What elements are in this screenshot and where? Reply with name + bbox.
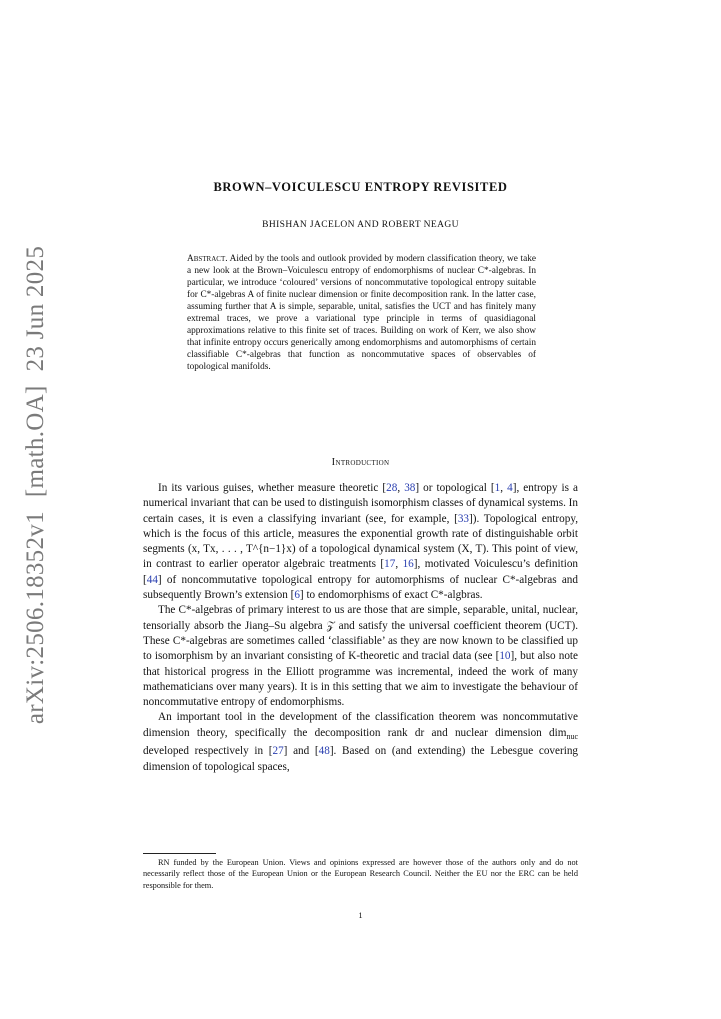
page-number: 1 [358, 910, 363, 920]
footnote-text: RN funded by the European Union. Views and opinions expressed are however those of the authors only and do not necessarily reflect those of the European Union or the European Research Council. Neither the EU nor the ERC can be held responsible for them. [143, 858, 578, 890]
paper-authors: BHISHAN JACELON AND ROBERT NEAGU [262, 220, 459, 230]
citation-link[interactable]: 48 [318, 745, 330, 758]
citation-link[interactable]: 28 [386, 482, 398, 494]
subscript-nuc: nuc [566, 731, 578, 741]
citation-link[interactable]: 27 [272, 745, 284, 758]
citation-link[interactable]: 17 [384, 558, 396, 571]
abstract [187, 253, 536, 373]
citation-link[interactable]: 6 [294, 589, 300, 602]
footnote [143, 857, 578, 891]
paragraph-1: In its various guises, whether measure theoretic [28, 38] or topological [1, 4], entropy is a numerical invariant that can be used to distinguish isomorphism classes of dynamical systems. In certain cases, it is even a classifying invariant (see, for example, [33]). Topological entropy, which is the focus of this article, measures the exponential growth rate of distinguishable orbit segments (x, Tx, . . . , T^{n−1}x) of a topological dynamical system (X, T). This point of view, in contrast to earlier operator algebraic treatments [17, 16], motivated Voiculescu’s definition [44] of noncommutative topological entropy for automorphisms of nuclear C*-algebras and subsequently Brown’s extension [6] to endomorphisms of exact C*-algbras. [143, 482, 579, 602]
citation-link[interactable]: 4 [507, 482, 513, 494]
citation-link[interactable]: 33 [457, 512, 470, 525]
body-text [143, 481, 578, 775]
arxiv-id[interactable]: arXiv:2506.18352v1 [22, 511, 49, 725]
paper-title: BROWN–VOICULESCU ENTROPY REVISITED [213, 180, 508, 194]
citation-link[interactable]: 1 [494, 482, 501, 494]
arxiv-date: 23 Jun 2025 [22, 245, 49, 372]
abstract-text: Aided by the tools and outlook provided by modern classification theory, we take a new look at the Brown–Voiculescu entropy of endomorphisms of nuclear C*-algebras. In particular, we introduce ‘coloured’ versions of noncommutative topological entropy suitable for C*-algebras A of finite nuclear dimension or finite decomposition rank. In the latter case, assuming further that A is simple, separable, unital, satisfies the UCT and has finitely many extremal traces, we prove a variational type principle in terms of quasidiagonal approximations relative to this finite set of traces. Building on work of Kerr, we also show that infinite entropy occurs generically among endomorphisms and automorphisms of certain classifiable C*-algebras that function as noncommutative spaces of observables of topological manifolds. [187, 254, 536, 372]
citation-link[interactable]: 44 [146, 573, 158, 586]
citation-link[interactable]: 10 [499, 650, 511, 663]
citation-link[interactable]: 38 [404, 482, 416, 494]
citation-link[interactable]: 16 [402, 558, 414, 571]
paragraph-3: An important tool in the development of the classification theorem was noncommutative dimension theory, specifically the decomposition rank dr and nuclear dimension dim$_{nuc}$ developed respectively in [27] and [48]. Based on (and extending) the Lebesgue covering dimension of topological spaces, [143, 711, 579, 773]
section-heading: Introduction [331, 457, 390, 468]
arxiv-sidebar-stamp [18, 245, 54, 725]
arxiv-stamp-text [22, 246, 50, 724]
footnote-rule [143, 853, 216, 854]
arxiv-category: [math.OA] [22, 385, 49, 498]
paragraph-2: The C*-algebras of primary interest to us are those that are simple, separable, unital, nuclear, tensorially absorb the Jiang–Su algebra 𝒵 and satisfy the universal coefficient theorem (UCT). These C*-algebras are sometimes called ‘classifiable’ as they are now known to be classified up to isomorphism by an invariant consisting of K-theoretic and tracial data (see [10], but also note that historical progress in the Elliott programme was incremental, indeed the work of many mathematicians over many years). It is in this setting that we aim to investigate the behaviour of noncommutative entropy of endomorphisms. [143, 604, 578, 709]
abstract-label: Abstract. [187, 254, 228, 264]
